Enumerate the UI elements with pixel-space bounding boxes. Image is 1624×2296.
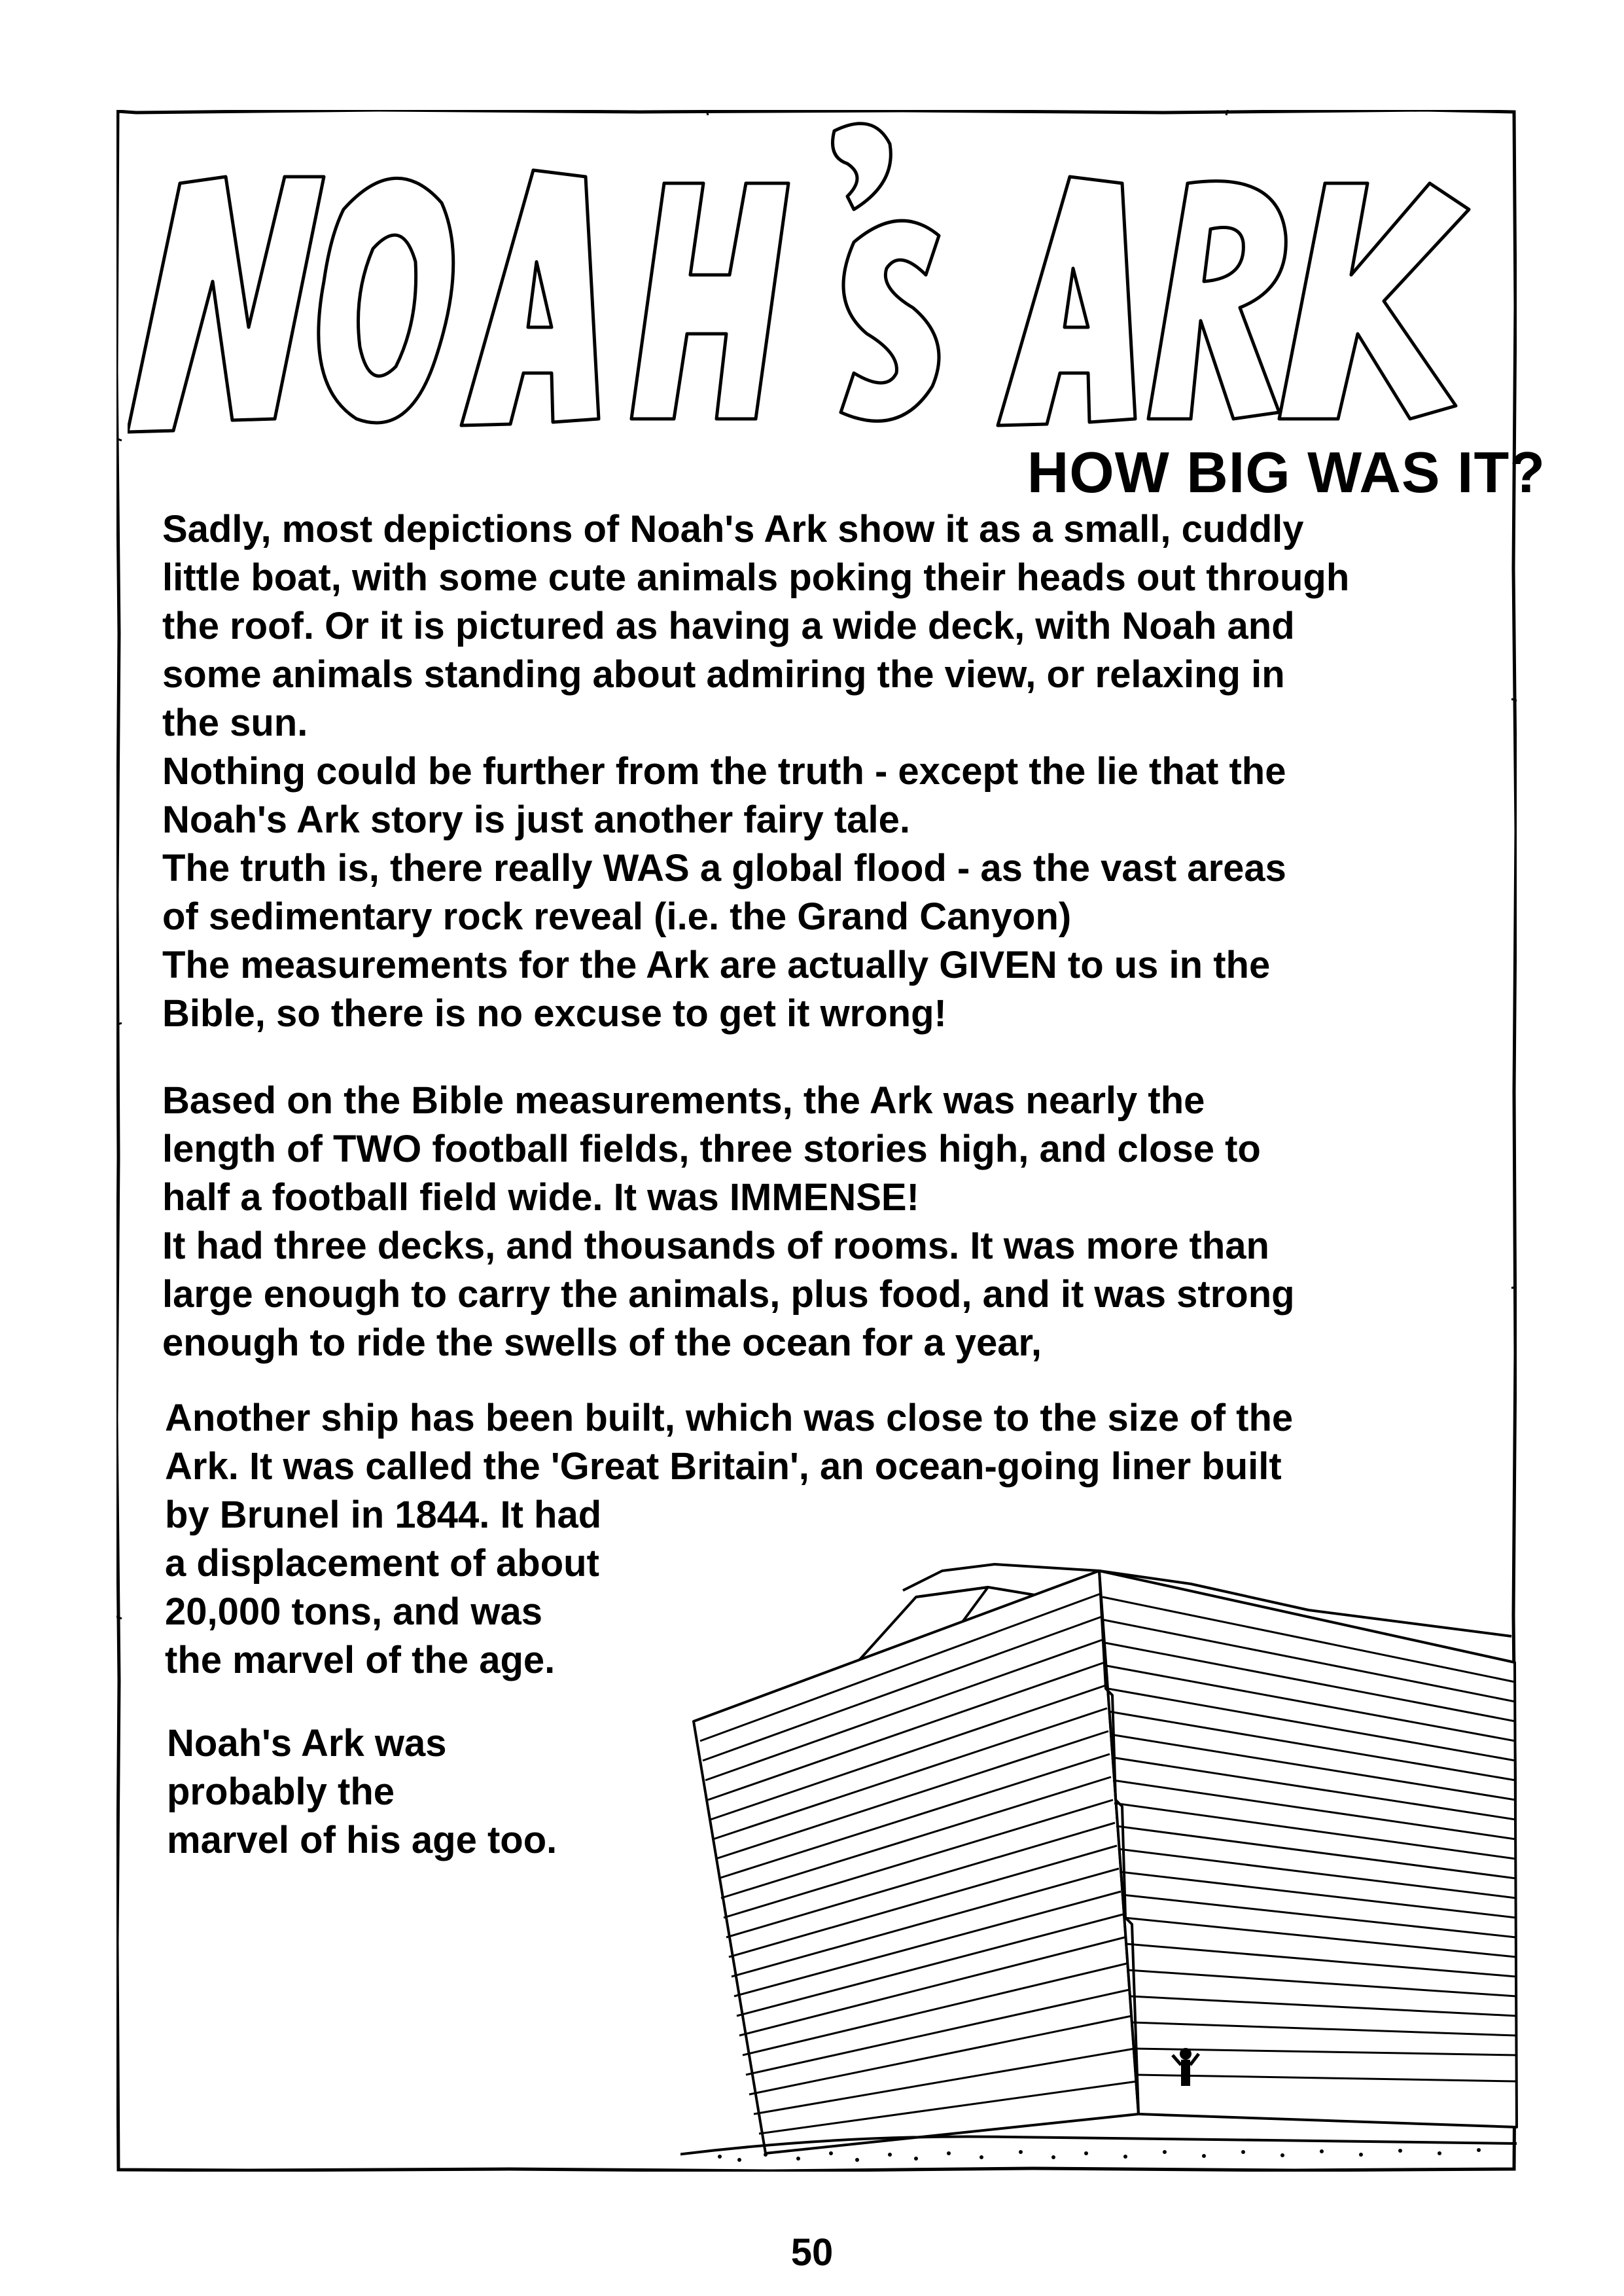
text-line: the marvel of the age. xyxy=(165,1639,556,1681)
ground-dots xyxy=(718,2148,1481,2162)
paragraph-marvel xyxy=(167,1719,557,1865)
text-line: enough to ride the swells of the ocean for a year, xyxy=(162,1321,1042,1364)
ark-illustration xyxy=(680,1525,1518,2176)
text-line: the sun. xyxy=(162,702,308,744)
text-line: The truth is, there really WAS a global flood - as the vast areas xyxy=(162,847,1286,889)
text-line: The measurements for the Ark are actually GIVEN to us in the xyxy=(162,944,1271,986)
text-line: 20,000 tons, and was xyxy=(165,1590,543,1633)
text-line: large enough to carry the animals, plus food, and it was strong xyxy=(162,1273,1295,1316)
text-line: probably the xyxy=(167,1770,395,1813)
paragraph-measurements xyxy=(162,1077,1295,1367)
title-art xyxy=(128,111,1475,448)
text-line: by Brunel in 1844. It had xyxy=(165,1494,602,1536)
text-line: It had three decks, and thousands of rooms. It was more than xyxy=(162,1225,1269,1267)
text-line: Bible, so there is no excuse to get it wrong! xyxy=(162,992,947,1035)
text-line: Noah's Ark was xyxy=(167,1722,447,1765)
text-line: marvel of his age too. xyxy=(167,1819,557,1861)
text-line: Ark. It was called the 'Great Britain', an ocean-going liner built xyxy=(165,1445,1282,1488)
paragraph-intro xyxy=(162,505,1349,1038)
text-line: Based on the Bible measurements, the Ark was nearly the xyxy=(162,1079,1205,1122)
text-line: half a football field wide. It was IMMENSE! xyxy=(162,1176,919,1219)
text-line: some animals standing about admiring the view, or relaxing in xyxy=(162,653,1285,696)
text-line: Another ship has been built, which was close to the size of the xyxy=(165,1397,1294,1439)
text-line: length of TWO football fields, three stories high, and close to xyxy=(162,1128,1261,1170)
text-line: a displacement of about xyxy=(165,1542,599,1585)
text-line: Nothing could be further from the truth - except the lie that the xyxy=(162,750,1286,793)
text-line: Noah's Ark story is just another fairy tale. xyxy=(162,798,910,841)
subtitle: HOW BIG WAS IT? xyxy=(1027,440,1545,505)
text-line: little boat, with some cute animals poking their heads out through xyxy=(162,556,1350,599)
noahs-ark-lettering xyxy=(128,111,1475,445)
text-line: of sedimentary rock reveal (i.e. the Grand Canyon) xyxy=(162,895,1072,938)
page-number: 50 xyxy=(790,2231,834,2274)
ark-drawing xyxy=(680,1525,1518,2173)
text-line: the roof. Or it is pictured as having a wide deck, with Noah and xyxy=(162,605,1295,647)
text-line: Sadly, most depictions of Noah's Ark show it as a small, cuddly xyxy=(162,508,1304,550)
